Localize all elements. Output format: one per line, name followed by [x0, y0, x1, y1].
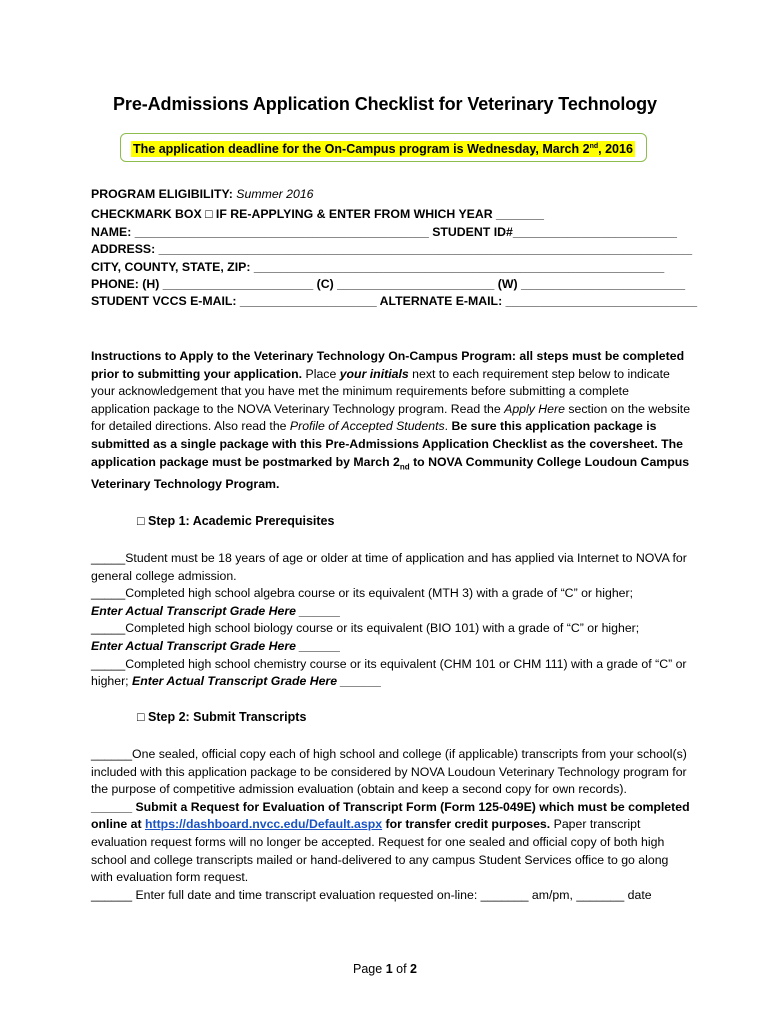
- instructions-intro: Instructions to Apply to the Veterinary Technology On-Campus Program: all steps must be completed prior to submitting your application.: [91, 349, 685, 381]
- instructions-package-note: Be sure this application package is submitted as a single package with this Pre-Admissions Application Checklist as the coversheet. The application package must be postmarked by March 2: [91, 419, 684, 469]
- algebra-grade-field[interactable]: Enter Actual Transcript Grade Here ______: [91, 603, 341, 618]
- program-eligibility-line: [91, 186, 691, 203]
- step2-item-evaluation-request[interactable]: [91, 799, 691, 887]
- instructions-text-1: Place: [302, 366, 340, 381]
- footer-of-word: of: [392, 962, 411, 976]
- footer-page-number: 1: [385, 962, 393, 976]
- evaluation-request-text: ______ Submit a Request for Evaluation of Transcript Form (Form 125-049E) which must be completed online at: [91, 799, 690, 832]
- dashboard-link[interactable]: https://dashboard.nvcc.edu/Default.aspx: [144, 817, 383, 832]
- instructions-paragraph: [91, 348, 691, 493]
- name-field-line[interactable]: NAME: ___________________________________________ STUDENT ID#________________________: [91, 224, 677, 239]
- apply-here-reference: Apply Here: [504, 401, 565, 416]
- step1-item-algebra[interactable]: [91, 585, 691, 620]
- phone-field-line[interactable]: PHONE: (H) ______________________ (C) _______________________ (W) ________________________: [91, 277, 686, 292]
- program-eligibility-value: Summer 2016: [232, 187, 314, 201]
- instructions-text-2: next to each requirement step below to indicate your acknowledgement that you have met the minimum requirements before submitting a complete application package to the NOVA Veterinary Technology program. Read the: [91, 366, 670, 416]
- instructions-subscript: nd: [399, 462, 410, 472]
- step1-item-biology[interactable]: [91, 620, 691, 655]
- city-field-line[interactable]: CITY, COUNTY, STATE, ZIP: ____________________________________________________________: [91, 259, 665, 274]
- deadline-year: , 2016: [598, 142, 633, 156]
- evaluation-details-text: Paper transcript evaluation request forms will no longer be accepted. Request for one sealed and official copy of both high school and college transcripts mailed or hand-delivered to any campus Student Services office to go along with evaluation form request.: [91, 817, 669, 885]
- page-footer: [0, 962, 770, 976]
- biology-grade-field[interactable]: Enter Actual Transcript Grade Here ______: [91, 638, 341, 653]
- address-field-line[interactable]: ADDRESS: ______________________________________________________________________________: [91, 242, 693, 257]
- reapply-checkbox-line[interactable]: CHECKMARK BOX □ IF RE-APPLYING & ENTER FROM WHICH YEAR _______: [91, 207, 544, 222]
- deadline-superscript: nd: [589, 142, 599, 150]
- step1-item-age[interactable]: _____Student must be 18 years of age or older at time of application and has applied via Internet to NOVA for general college admission.: [91, 551, 687, 583]
- email-field-line[interactable]: STUDENT VCCS E-MAIL: ____________________ ALTERNATE E-MAIL: ____________________________: [91, 294, 698, 309]
- instructions-destination: to NOVA Community College Loudoun Campus Veterinary Technology Program.: [91, 454, 690, 491]
- step1-items: [91, 550, 691, 691]
- algebra-text: _____Completed high school algebra course or its equivalent (MTH 3) with a grade of “C” or higher;: [91, 586, 634, 601]
- biology-text: _____Completed high school biology course or its equivalent (BIO 101) with a grade of “C” or higher;: [91, 621, 640, 636]
- chemistry-grade-field[interactable]: Enter Actual Transcript Grade Here ______: [132, 674, 382, 689]
- evaluation-purpose-text: for transfer credit purposes.: [382, 817, 551, 832]
- step2-items: [91, 746, 691, 904]
- instructions-text-3: section on the website for detailed directions. Also read the: [91, 401, 691, 434]
- deadline-text-main: The application deadline for the On-Campus program is Wednesday, March 2: [133, 142, 590, 156]
- instructions-text-4: .: [444, 419, 452, 434]
- footer-total-pages: 2: [410, 962, 417, 976]
- deadline-notice: [131, 141, 635, 157]
- step1-item-chemistry[interactable]: [91, 656, 691, 691]
- applicant-info-form: [91, 186, 698, 311]
- step2-heading[interactable]: □ Step 2: Submit Transcripts: [137, 710, 307, 724]
- instructions-initials-emphasis: your initials: [339, 366, 409, 381]
- step1-heading[interactable]: □ Step 1: Academic Prerequisites: [137, 514, 335, 528]
- page-title: Pre-Admissions Application Checklist for Veterinary Technology: [113, 94, 657, 114]
- profile-reference: Profile of Accepted Students: [289, 419, 445, 434]
- chemistry-text: _____Completed high school chemistry course or its equivalent (CHM 101 or CHM 111) with a grade of “C” or higher;: [91, 656, 687, 689]
- step2-item-sealed-transcripts[interactable]: ______One sealed, official copy each of high school and college (if applicable) transcripts from your school(s) included with this application package to be considered by NOVA Loudoun Veterinary Technology program for the purpose of competitive admission evaluation (obtain and keep a second copy for own records).: [91, 747, 687, 797]
- program-eligibility-label: PROGRAM ELIGIBILITY:: [91, 187, 233, 201]
- footer-page-word: Page: [353, 962, 386, 976]
- step2-item-request-date[interactable]: ______ Enter full date and time transcript evaluation requested on-line: _______ am/pm, _______ date: [91, 887, 652, 902]
